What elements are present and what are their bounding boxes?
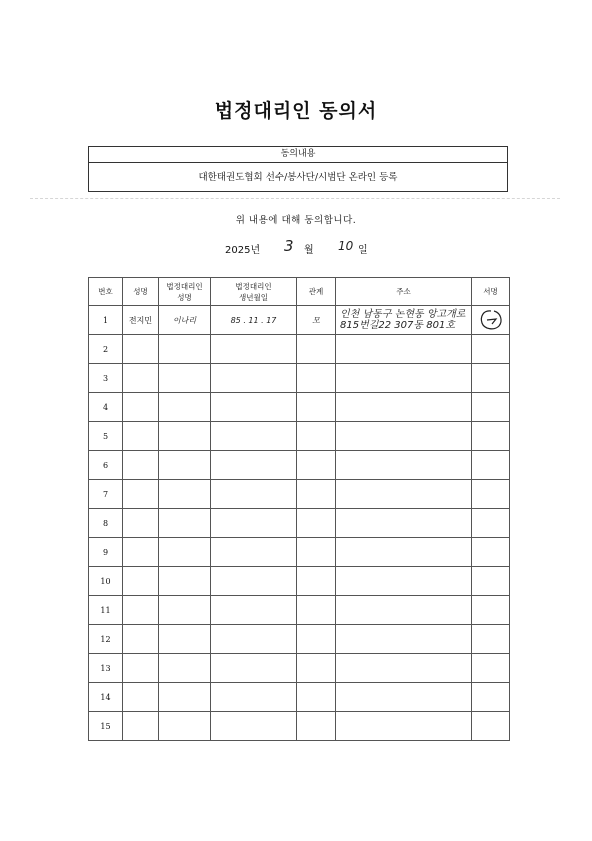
row-relation: 모 bbox=[297, 306, 336, 335]
consent-box bbox=[88, 146, 508, 192]
row-number: 8 bbox=[89, 509, 123, 538]
header-relation: 관계 bbox=[297, 278, 336, 306]
table-row bbox=[89, 393, 510, 422]
table-row bbox=[89, 683, 510, 712]
address-line-2: 815번길22 307동 801호 bbox=[340, 320, 455, 331]
date-month-value: 3 bbox=[284, 237, 294, 255]
address-line-1: 인천 남동구 논현동 앙고개로 bbox=[340, 309, 466, 320]
row-number: 2 bbox=[89, 335, 123, 364]
table-row bbox=[89, 306, 510, 335]
header-name: 성명 bbox=[123, 278, 159, 306]
table-row bbox=[89, 596, 510, 625]
row-number: 10 bbox=[89, 567, 123, 596]
row-name: 전지민 bbox=[123, 306, 159, 335]
table-row bbox=[89, 364, 510, 393]
row-number: 15 bbox=[89, 712, 123, 741]
table-row bbox=[89, 509, 510, 538]
row-number: 9 bbox=[89, 538, 123, 567]
table-row bbox=[89, 451, 510, 480]
scan-artifact-line bbox=[30, 198, 560, 199]
consent-body: 대한태권도협회 선수/봉사단/시범단 온라인 등록 bbox=[198, 172, 398, 183]
date-day-label: 일 bbox=[358, 245, 368, 256]
agreement-statement: 위 내용에 대해 동의합니다. bbox=[235, 215, 357, 226]
table-row bbox=[89, 654, 510, 683]
consent-header: 동의내용 bbox=[89, 147, 507, 163]
row-number: 14 bbox=[89, 683, 123, 712]
row-number: 11 bbox=[89, 596, 123, 625]
row-number: 7 bbox=[89, 480, 123, 509]
guardian-table bbox=[88, 277, 510, 741]
table-row bbox=[89, 480, 510, 509]
row-number: 5 bbox=[89, 422, 123, 451]
row-address bbox=[336, 306, 472, 335]
header-address: 주소 bbox=[336, 278, 472, 306]
date-year: 2025년 bbox=[225, 245, 261, 256]
row-number: 3 bbox=[89, 364, 123, 393]
row-number: 13 bbox=[89, 654, 123, 683]
table-row bbox=[89, 567, 510, 596]
row-number: 6 bbox=[89, 451, 123, 480]
table-row bbox=[89, 335, 510, 364]
document-title: 법정대리인 동의서 bbox=[214, 100, 378, 122]
row-number: 1 bbox=[89, 306, 123, 335]
table-row bbox=[89, 538, 510, 567]
header-guardian-name: 법정대리인 성명 bbox=[159, 278, 211, 306]
header-no: 번호 bbox=[89, 278, 123, 306]
table-row bbox=[89, 712, 510, 741]
handwritten-signature bbox=[478, 308, 504, 332]
header-guardian-birth: 법정대리인 생년월일 bbox=[211, 278, 297, 306]
date-day-value: 10 bbox=[338, 239, 354, 253]
row-number: 12 bbox=[89, 625, 123, 654]
row-guardian-birth: 85 . 11 . 17 bbox=[211, 306, 297, 335]
table-header-row bbox=[89, 278, 510, 306]
table-row bbox=[89, 625, 510, 654]
row-guardian-name: 이나리 bbox=[159, 306, 211, 335]
row-number: 4 bbox=[89, 393, 123, 422]
date-month-label: 월 bbox=[304, 245, 314, 256]
row-signature bbox=[472, 306, 510, 335]
table-row bbox=[89, 422, 510, 451]
header-signature: 서명 bbox=[472, 278, 510, 306]
